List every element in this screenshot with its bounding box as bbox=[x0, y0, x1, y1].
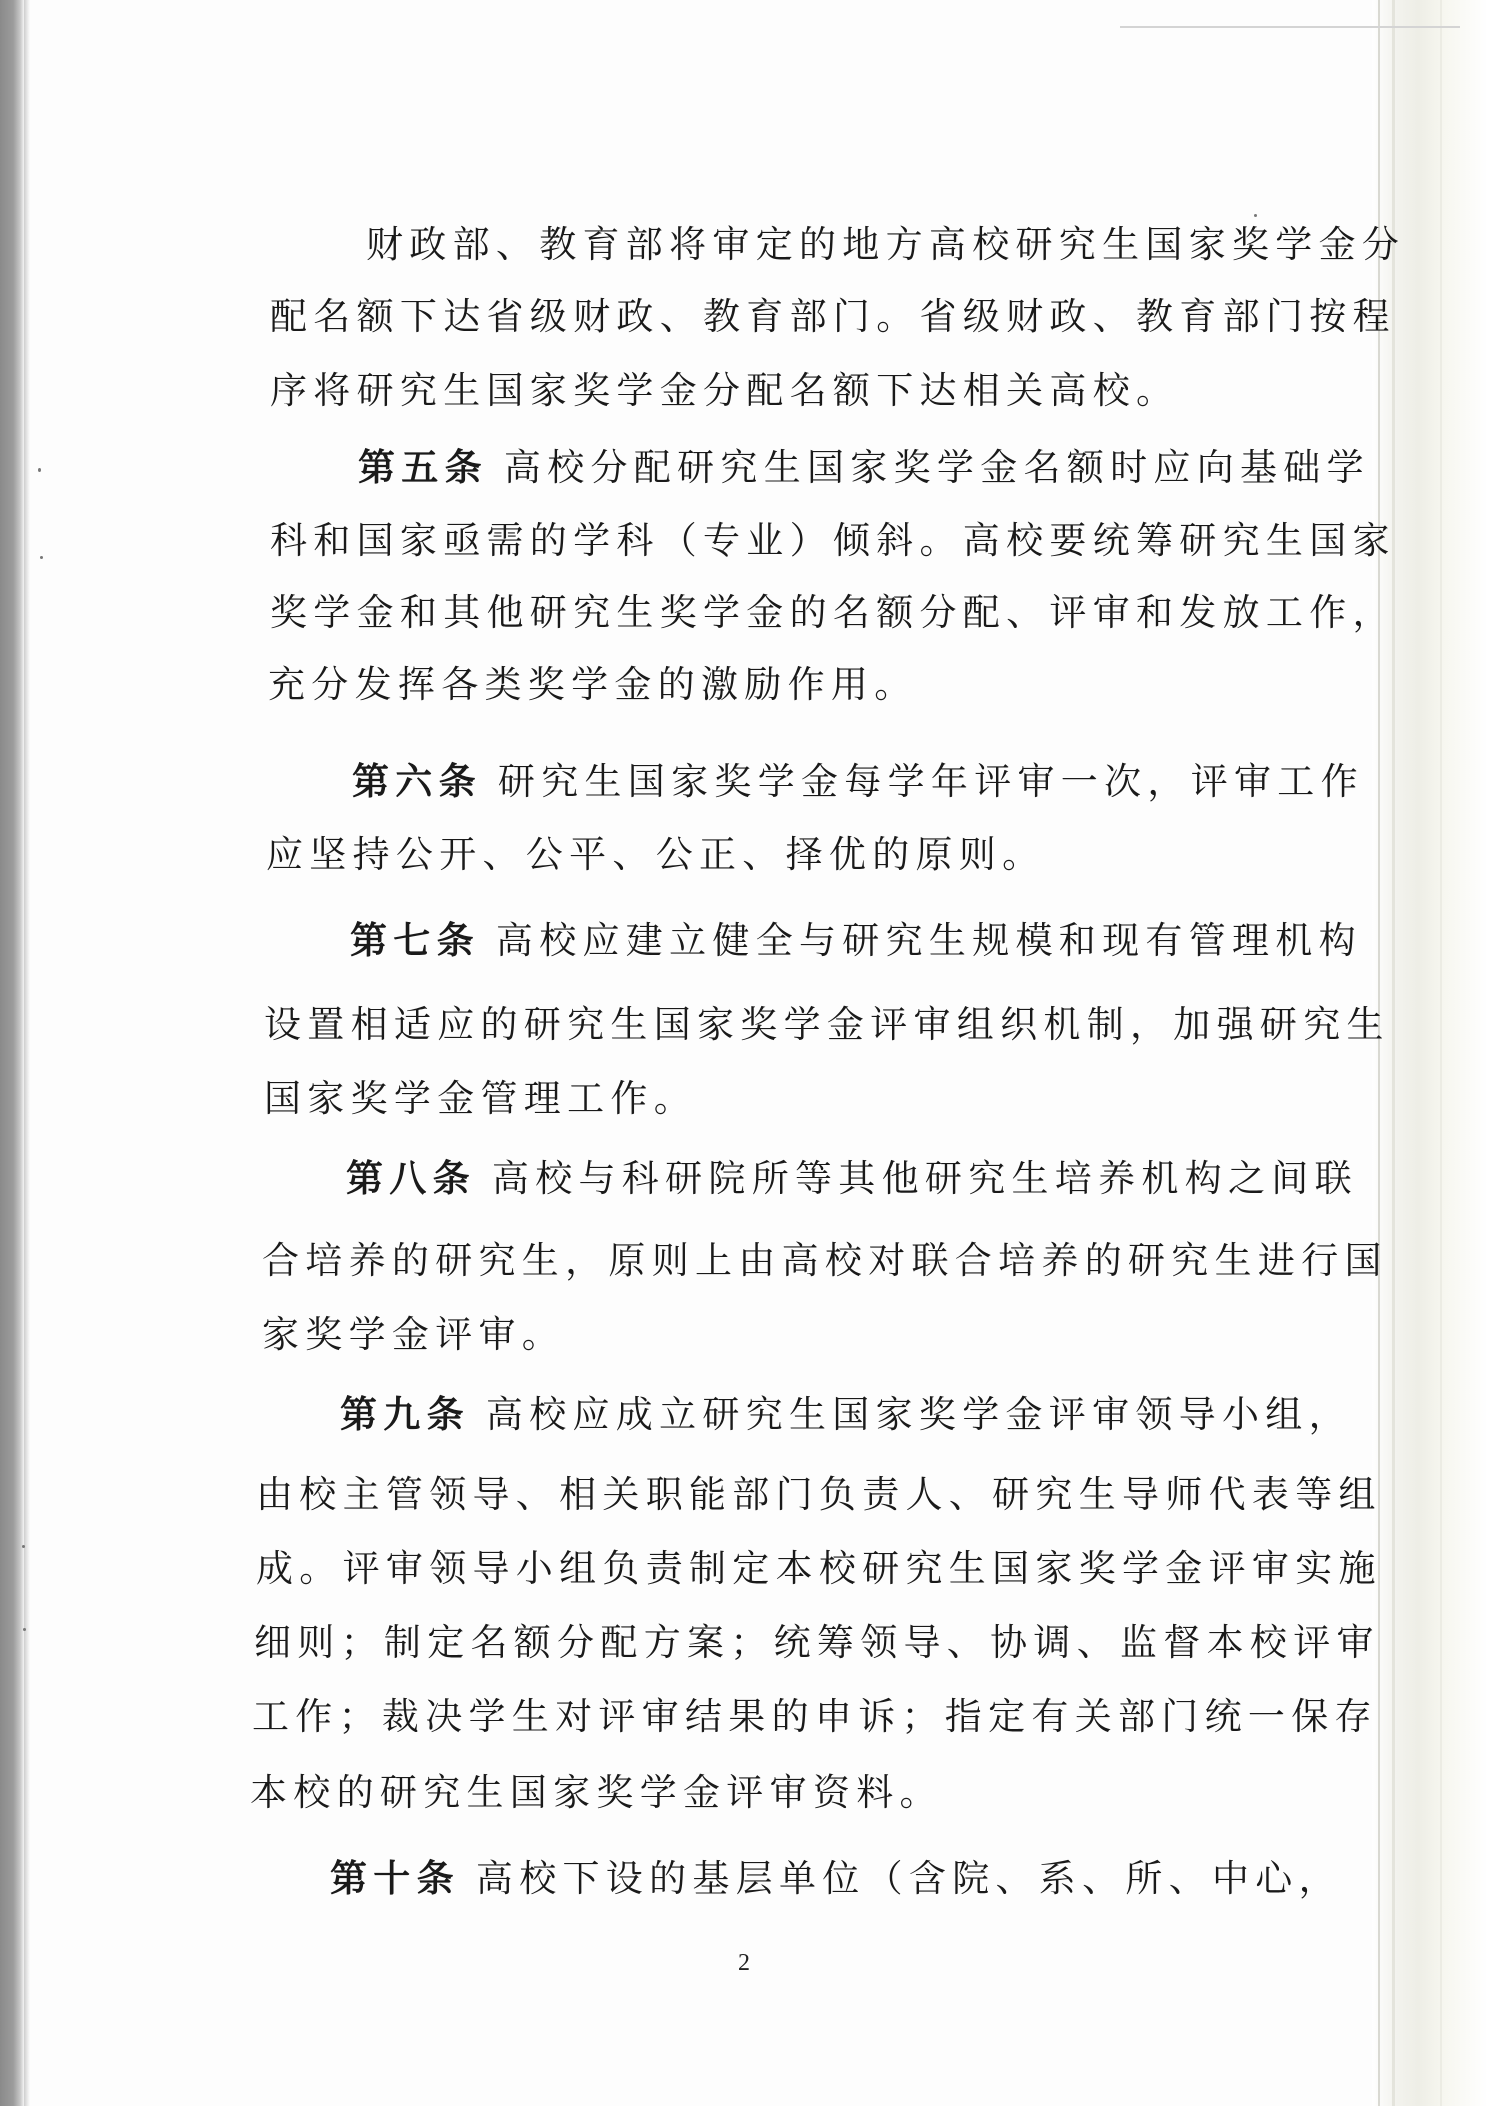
text-line: 研究生国家奖学金每学年评审一次，评审工作 bbox=[497, 760, 1364, 803]
article-5-label: 第五条 bbox=[358, 446, 488, 489]
article-5-paragraph-start bbox=[358, 446, 1370, 489]
text-line: 本校的研究生国家奖学金评审资料。 bbox=[250, 1771, 943, 1814]
text-line: 高校下设的基层单位（含院、系、所、中心， bbox=[475, 1857, 1342, 1900]
text-line: 工作；裁决学生对评审结果的申诉；指定有关部门统一保存 bbox=[252, 1695, 1378, 1738]
text-line: 设置相适应的研究生国家奖学金评审组织机制，加强研究生 bbox=[264, 1003, 1390, 1046]
article-6-paragraph-start bbox=[352, 760, 1364, 803]
text-line: 序将研究生国家奖学金分配名额下达相关高校。 bbox=[270, 369, 1180, 412]
text-line: 奖学金和其他研究生奖学金的名额分配、评审和发放工作， bbox=[270, 591, 1396, 634]
article-8-paragraph-start bbox=[346, 1157, 1358, 1200]
text-line: 科和国家亟需的学科（专业）倾斜。高校要统筹研究生国家 bbox=[270, 519, 1396, 562]
scan-top-rule bbox=[1120, 26, 1460, 28]
text-line: 高校应成立研究生国家奖学金评审领导小组， bbox=[485, 1393, 1352, 1436]
text-line: 由校主管领导、相关职能部门负责人、研究生导师代表等组 bbox=[256, 1473, 1382, 1516]
text-line: 高校与科研院所等其他研究生培养机构之间联 bbox=[491, 1157, 1358, 1200]
scan-right-line bbox=[1440, 0, 1442, 2106]
text-line: 成。评审领导小组负责制定本校研究生国家奖学金评审实施 bbox=[256, 1547, 1382, 1590]
article-6-label: 第六条 bbox=[352, 760, 482, 803]
text-line: 国家奖学金管理工作。 bbox=[264, 1077, 697, 1120]
scan-left-edge bbox=[0, 0, 24, 2106]
article-9-paragraph-start bbox=[340, 1393, 1352, 1436]
text-line: 充分发挥各类奖学金的激励作用。 bbox=[268, 663, 918, 706]
article-10-label: 第十条 bbox=[330, 1857, 460, 1900]
scan-speck bbox=[23, 1628, 26, 1631]
text-line: 家奖学金评审。 bbox=[262, 1313, 566, 1356]
article-7-label: 第七条 bbox=[350, 919, 480, 962]
article-10-paragraph-start bbox=[330, 1857, 1342, 1900]
text-line: 高校分配研究生国家奖学金名额时应向基础学 bbox=[503, 446, 1370, 489]
article-8-label: 第八条 bbox=[346, 1157, 476, 1200]
scan-speck bbox=[38, 468, 41, 472]
text-line: 财政部、教育部将审定的地方高校研究生国家奖学金分 bbox=[366, 223, 1406, 266]
text-line: 合培养的研究生，原则上由高校对联合培养的研究生进行国 bbox=[262, 1239, 1388, 1282]
scan-speck bbox=[1254, 214, 1257, 217]
page-number: 2 bbox=[738, 1950, 750, 1976]
article-7-paragraph-start bbox=[350, 919, 1362, 962]
scan-left-shadow bbox=[24, 0, 30, 2106]
article-9-label: 第九条 bbox=[340, 1393, 470, 1436]
text-line: 高校应建立健全与研究生规模和现有管理机构 bbox=[495, 919, 1362, 962]
text-line: 配名额下达省级财政、教育部门。省级财政、教育部门按程 bbox=[270, 295, 1396, 338]
scan-speck bbox=[40, 556, 43, 559]
text-line: 细则；制定名额分配方案；统筹领导、协调、监督本校评审 bbox=[254, 1621, 1380, 1664]
text-line: 应坚持公开、公平、公正、择优的原则。 bbox=[266, 833, 1046, 876]
scan-speck bbox=[22, 1545, 25, 1548]
